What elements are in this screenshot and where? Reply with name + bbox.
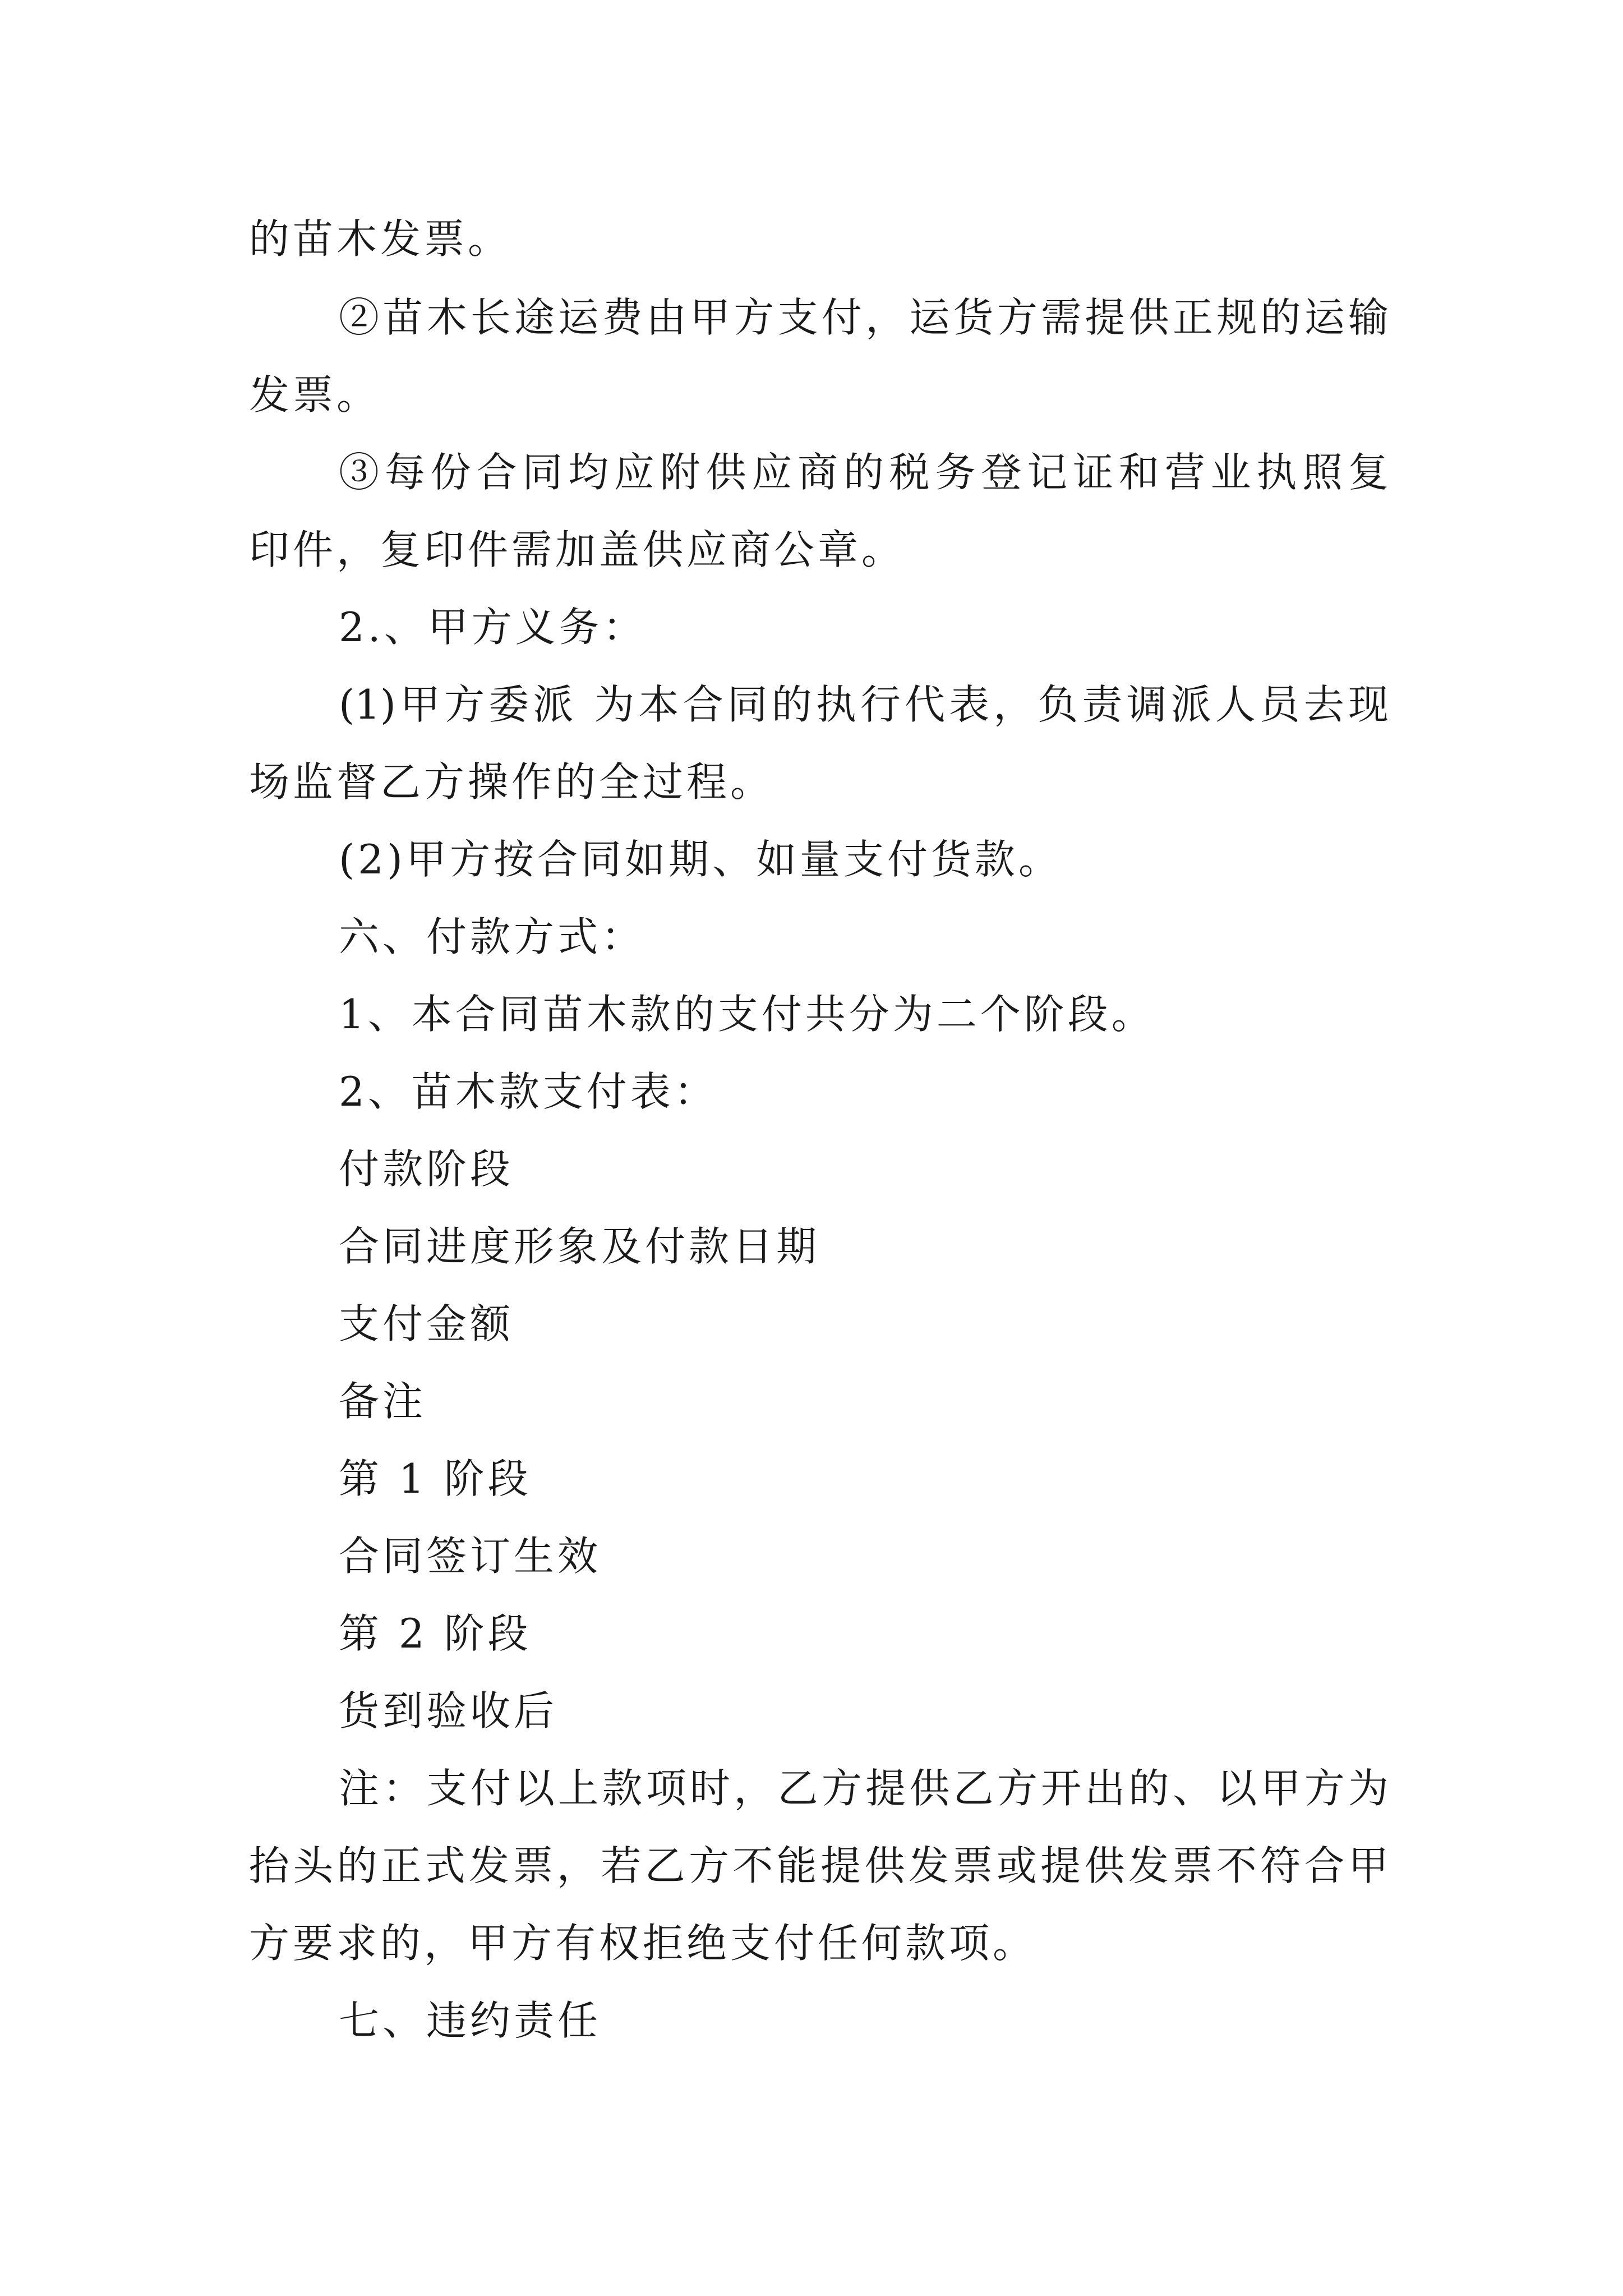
- text-line: 2.、甲方义务：: [339, 604, 647, 651]
- text-line: (1)甲方委派 为本合同的执行代表，负责调派人员去现: [339, 681, 1389, 728]
- text-line: 发票。: [249, 371, 381, 418]
- table-cell: 付款阶段: [339, 1145, 514, 1193]
- text-line: 2、苗木款支付表：: [339, 1068, 718, 1115]
- text-line: 抬头的正式发票，若乙方不能提供发票或提供发票不符合甲: [249, 1842, 1389, 1889]
- text-line: 场监督乙方操作的全过程。: [249, 758, 774, 806]
- text-line: 注：支付以上款项时，乙方提供乙方开出的、以甲方为: [339, 1765, 1389, 1812]
- text-line: 的苗木发票。: [249, 215, 512, 263]
- table-cell: 货到验收后: [339, 1687, 558, 1734]
- table-cell: 第 2 阶段: [339, 1610, 532, 1657]
- section-heading: 六、付款方式：: [339, 913, 645, 960]
- text-line: 1、本合同苗木款的支付共分为二个阶段。: [339, 991, 1155, 1038]
- table-cell: 合同签订生效: [339, 1533, 602, 1580]
- text-line: (2)甲方按合同如期、如量支付货款。: [339, 836, 1062, 883]
- text-line: 方要求的，甲方有权拒绝支付任何款项。: [249, 1920, 1037, 1967]
- table-cell: 第 1 阶段: [339, 1455, 532, 1502]
- text-line: ③每份合同均应附供应商的税务登记证和营业执照复: [339, 449, 1389, 496]
- table-cell: 支付金额: [339, 1300, 514, 1347]
- text-line: ②苗木长途运费由甲方支付，运货方需提供正规的运输: [339, 294, 1389, 341]
- table-cell: 备注: [339, 1378, 427, 1425]
- section-heading: 七、违约责任: [339, 1997, 602, 2044]
- table-cell: 合同进度形象及付款日期: [339, 1223, 820, 1270]
- text-line: 印件，复印件需加盖供应商公章。: [249, 526, 906, 573]
